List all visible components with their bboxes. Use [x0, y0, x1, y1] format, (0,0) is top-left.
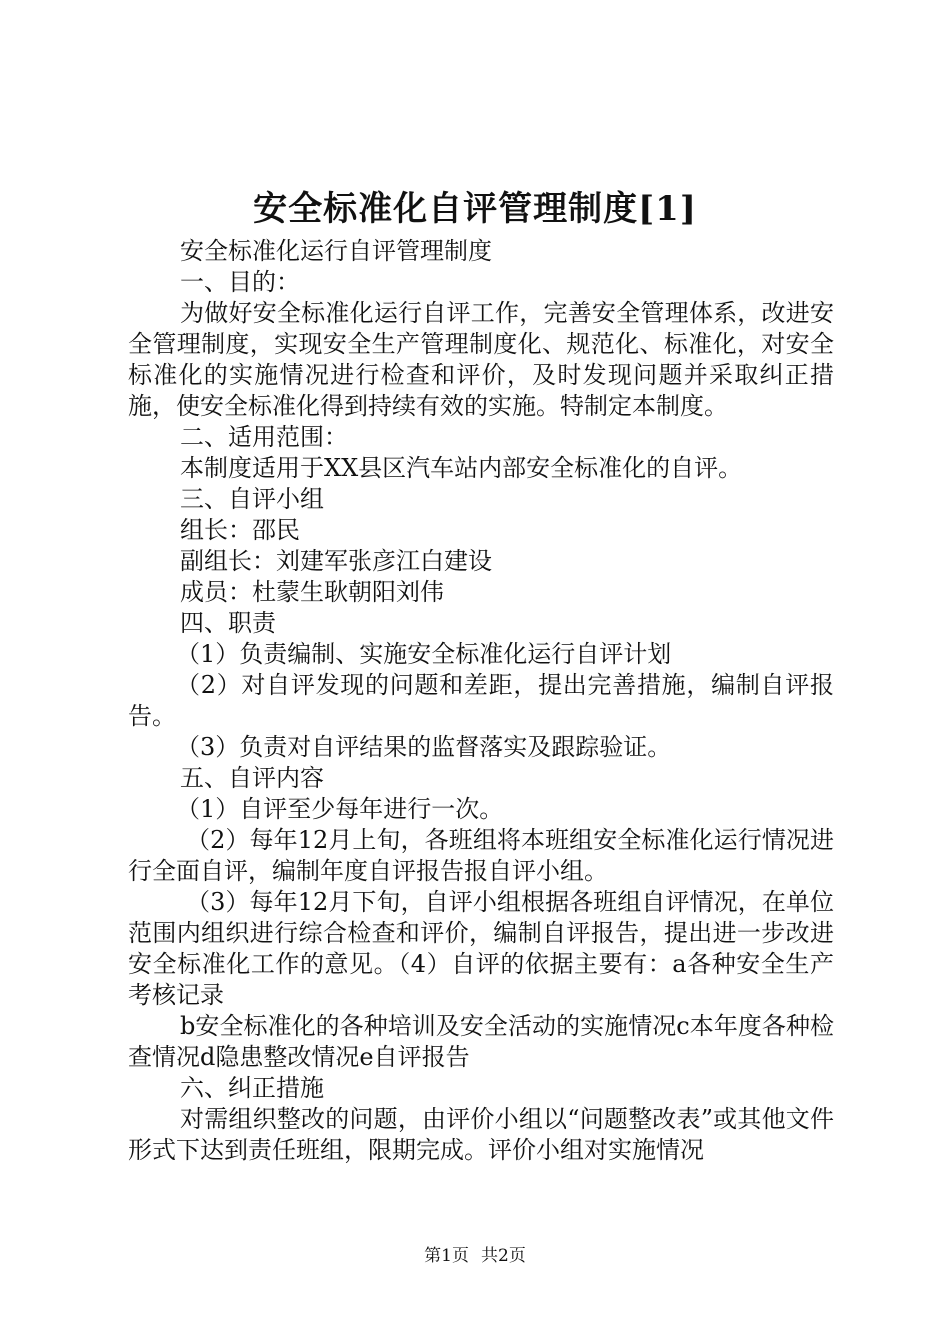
- purpose-paragraph: 为做好安全标准化运行自评工作，完善安全管理体系，改进安全管理制度，实现安全生产管理制度化、规范化、标准化，对安全标准化的实施情况进行检查和评价，及时发现问题并采取纠正措施，使安全标准化得到持续有效的实施。特制定本制度。: [128, 299, 834, 420]
- content-item-1: （1）自评至少每年进行一次。: [176, 795, 504, 823]
- content-item-2: （2）每年12月上旬，各班组将本班组安全标准化运行情况进行全面自评，编制年度自评报告报自评小组。: [128, 826, 834, 885]
- corrective-paragraph: 对需组织整改的问题，由评价小组以“问题整改表”或其他文件形式下达到责任班组，限期完成。评价小组对实施情况: [128, 1105, 834, 1164]
- document-body: [128, 236, 834, 1166]
- section-heading-content: 五、自评内容: [180, 764, 324, 792]
- section-heading-duties: 四、职责: [180, 609, 276, 637]
- scope-paragraph: 本制度适用于XX县区汽车站内部安全标准化的自评。: [180, 454, 743, 482]
- group-deputy-leader: 副组长：刘建军张彦江白建设: [180, 547, 492, 575]
- duty-item-2: （2）对自评发现的问题和差距，提出完善措施，编制自评报告。: [128, 671, 834, 730]
- group-members: 成员：杜蒙生耿朝阳刘伟: [180, 578, 444, 606]
- subtitle-paragraph: 安全标准化运行自评管理制度: [180, 237, 492, 265]
- section-heading-scope: 二、适用范围：: [180, 423, 348, 451]
- page-number-current: 第1页: [424, 1246, 469, 1266]
- content-item-basis: b安全标准化的各种培训及安全活动的实施情况c本年度各种检查情况d隐患整改情况e自评报告: [128, 1012, 834, 1071]
- section-heading-purpose: 一、目的：: [180, 268, 300, 296]
- duty-item-1: （1）负责编制、实施安全标准化运行自评计划: [176, 640, 672, 668]
- page-number-total: 共2页: [481, 1246, 526, 1266]
- page-footer: [0, 1244, 950, 1268]
- duty-item-3: （3）负责对自评结果的监督落实及跟踪验证。: [176, 733, 672, 761]
- content-item-3: （3）每年12月下旬，自评小组根据各班组自评情况，在单位范围内组织进行综合检查和评价，编制自评报告，提出进一步改进安全标准化工作的意见。（4）自评的依据主要有：a各种安全生产考核记录: [128, 888, 834, 1009]
- group-leader: 组长：邵民: [180, 516, 300, 544]
- section-heading-group: 三、自评小组: [180, 485, 324, 513]
- section-heading-corrective: 六、纠正措施: [180, 1074, 324, 1102]
- document-title: 安全标准化自评管理制度[1]: [253, 189, 697, 229]
